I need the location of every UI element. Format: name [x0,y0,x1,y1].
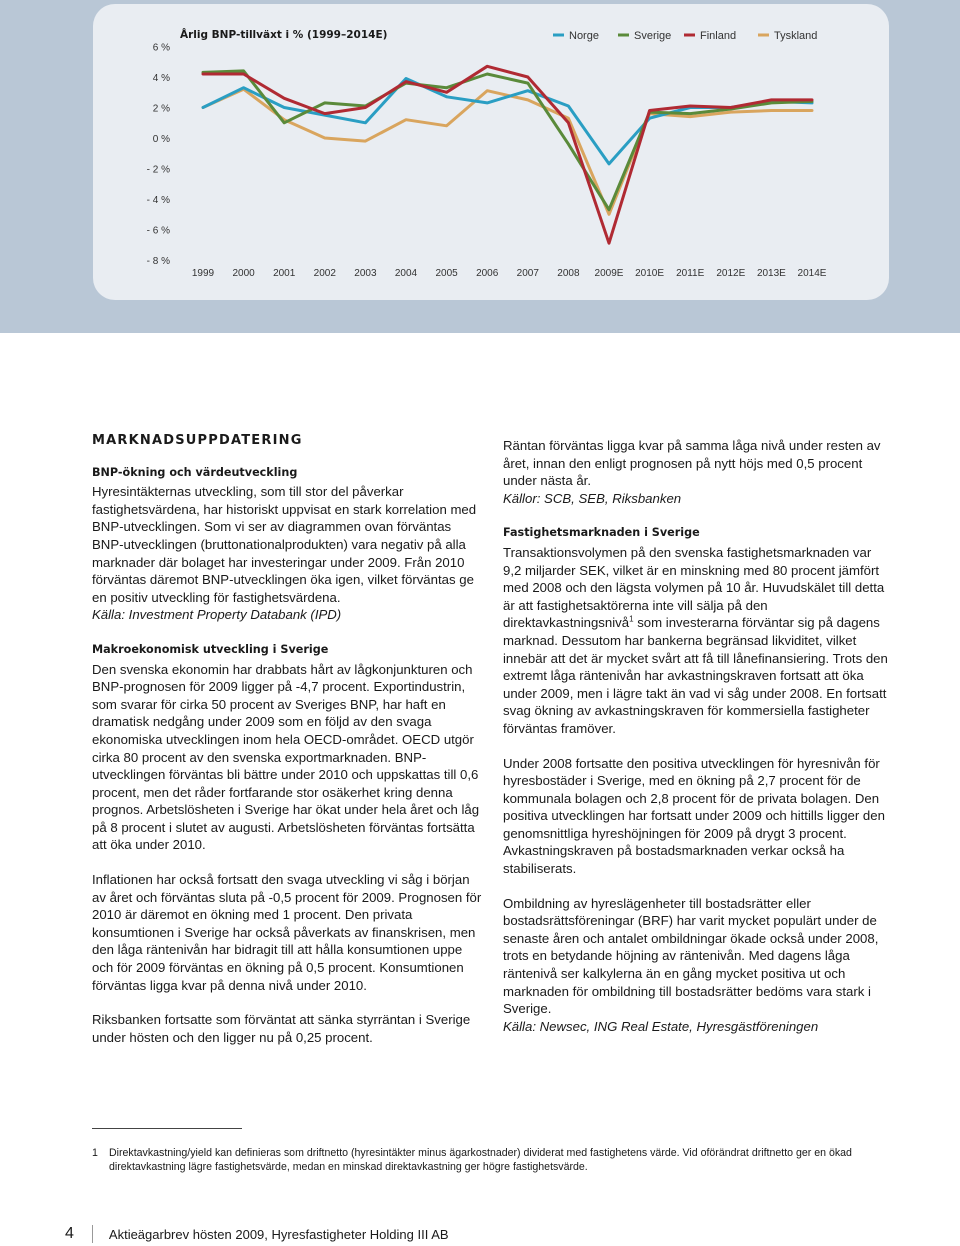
x-tick-label: 2011E [676,268,705,279]
right-column [503,437,893,1035]
x-tick-label: 2006 [476,268,499,279]
paragraph-macro-3: Riksbanken fortsatte som förväntat att sänka styrräntan i Sverige under hösten och den ligger nu på 0,25 procent. [92,1012,471,1045]
legend-label: Tyskland [774,30,818,42]
footer-divider [92,1225,93,1243]
heading-property-market: Fastighetsmarknaden i Sverige [503,526,700,540]
gdp-chart [93,4,889,300]
paragraph-property-3: Ombildning av hyreslägenheter till bostadsrätter eller bostadsrättsföreningar (BRF) har varit mycket populärt under de senaste åren och antalet ombildningar ökade också under 2008, trots en betydande höjning av räntenivån. Med dagens låga räntenivå ser kalkylerna än en gång mycket positiva ut och marknaden för ombildning till bostadsrätter bedöms vara stark i Sverige. [503,895,879,1017]
x-tick-label: 2004 [394,268,418,279]
gdp-line-chart [93,4,889,300]
x-tick-label: 1999 [191,268,215,279]
page-number: 4 [65,1225,74,1242]
x-tick-label: 2005 [435,268,458,279]
footnote-text: Direktavkastning/yield kan definieras som driftnetto (hyresintäkter minus ägarkostnader) dividerat med fastighetens värde. Vid oförändrat driftnetto ger en ökad direktavkastning lägre fastighetsvärde, medan en minskad direktavkastning ger högre fastighetsvärde. [109,1147,852,1173]
chart-title: Årlig BNP-tillväxt i % (1999–2014E) [180,29,388,41]
source-scb: Källor: SCB, SEB, Riksbanken [503,490,682,506]
section-title: MARKNADSUPPDATERING [92,433,303,448]
source-ipd: Källa: Investment Property Databank (IPD) [92,607,342,623]
paragraph-property-1 [503,544,893,738]
x-tick-label: 2007 [516,268,539,279]
paragraph-gdp: Hyresintäkternas utveckling, som till stor del påverkar fastighetsvärdena, har historiskt uppvisat en stark korrelation med BNP-utvecklingen. Som vi ser av diagrammen ovan förväntas BNP-utvecklingen (bruttonationalprodukten) vara negativ på alla marknader där bolaget har investeringar under 2009. Från 2010 förväntas däremot BNP-utvecklingen öka igen, vilket förväntas ge en positiv utveckling för fastighetsvärdena. [92,484,477,605]
footnote [92,1146,892,1174]
paragraph-macro-2: Inflationen har också fortsatt den svaga utveckling vi såg i början av året och förväntas sluta på -0,5 procent för 2009. Prognosen för 2010 är däremot en ökning med 1 procent. Den privata konsumtionen i Sverige har också påverkats av finanskrisen, men den låga räntenivån har bidragit till att hålla konsumtionen uppe och för 2009 förväntas en ökning på 0,5 procent. Konsumtionen förväntas ligga kvar på denna nivå under 2010. [92,872,482,993]
y-tick-label: 4 % [152,73,170,84]
footnote-number: 1 [92,1147,98,1159]
x-tick-label: 2002 [313,268,336,279]
source-newsec: Källa: Newsec, ING Real Estate, Hyresgästföreningen [503,1018,819,1034]
x-tick-label: 2012E [716,268,746,279]
x-tick-label: 2013E [756,268,786,279]
x-tick-label: 2001 [273,268,296,279]
footnote-ref[interactable]: 1 [629,614,634,624]
series-line-finland [203,66,812,243]
paragraph-property-2: Under 2008 fortsatte den positiva utvecklingen för hyresnivån för hyresbostäder i Sverige, med en ökning på 2,7 procent för de kommunala bolagen och 2,8 procent för de privata bolagen. Den positiva utvecklingen har fortsatt under 2009 och hittills ligger den genomsnittliga hyreshöjningen för 2009 på drygt 3 procent. Avkastningskraven på bostadsmarknaden verkar också ha stabiliserats. [503,755,885,877]
series-line-sverige [203,71,812,210]
footer-text: Aktieägarbrev hösten 2009, Hyresfastigheter Holding III AB [108,1226,449,1242]
y-tick-label: 2 % [152,103,170,115]
y-tick-label: - 6 % [146,225,170,237]
paragraph-property-1b: som investerarna förväntar sig på dagens marknad. Dessutom har bankerna begränsad likviditet, vilket innebär att det är mycket svårt att få till lånefinansiering. Trots den extremt låga räntenivån har avkastningskraven fortsatt att öka under 2009, men i lägre takt än vad vi såg under 2008. En fortsatt svag ökning av avkastningskraven för kommersiella fastigheter förväntas framöver. [503,615,888,736]
x-tick-label: 2008 [557,268,580,279]
legend-label: Finland [700,30,737,42]
heading-gdp: BNP-ökning och värdeutveckling [92,465,298,479]
x-tick-label: 2000 [232,268,255,279]
heading-macro: Makroekonomisk utveckling i Sverige [92,642,329,656]
legend-label: Sverige [634,30,672,42]
left-column [92,432,482,1046]
x-tick-label: 2009E [594,268,624,279]
x-tick-label: 2010E [635,268,665,279]
page-footer [65,1225,449,1243]
y-tick-label: - 8 % [146,256,170,267]
legend-label: Norge [569,30,599,42]
paragraph-property-1a: Transaktionsvolymen på den svenska fastighetsmarknaden var 9,2 miljarder SEK, vilket är en minskning med 80 procent jämfört med 2008 och den lägsta volymen på 10 år. Huvudskälet till detta är att fastighetsaktörerna inte vill sälja på den direktavkastningsnivå [503,544,885,631]
footnote-divider [92,1128,242,1129]
y-tick-label: - 4 % [146,195,170,206]
y-tick-label: 6 % [152,42,170,54]
y-tick-label: 0 % [152,134,170,145]
paragraph-macro-1: Den svenska ekonomin har drabbats hårt av lågkonjunkturen och BNP-prognosen för 2009 ligger på -4,7 procent. Exportindustrin, som svarar för cirka 50 procent av Sveriges BNP, har haft en dramatisk nedgång under 2009 som en följd av den svaga ekonomiska utvecklingen inom hela OECD-området. OECD utgör cirka 80 procent av den svenska exportmarknaden. BNP-utvecklingen förväntas bli bättre under 2010 och uppskattas till 0,6 procent, men det råder fortfarande stor osäkerhet kring denna prognos. Arbetslösheten i Sverige har ökat under hela året och låg på 8 procent i slutet av augusti. Arbetslösheten förväntas fortsätta att öka under 2010. [92,661,480,853]
y-tick-label: - 2 % [146,164,170,176]
x-tick-label: 2003 [354,268,377,279]
paragraph-interest: Räntan förväntas ligga kvar på samma låga nivå under resten av året, innan den enligt prognosen på nytt höjs med 0,5 procent under nästa år. [503,438,881,489]
series-line-norge [203,79,812,164]
x-tick-label: 2014E [797,268,827,279]
